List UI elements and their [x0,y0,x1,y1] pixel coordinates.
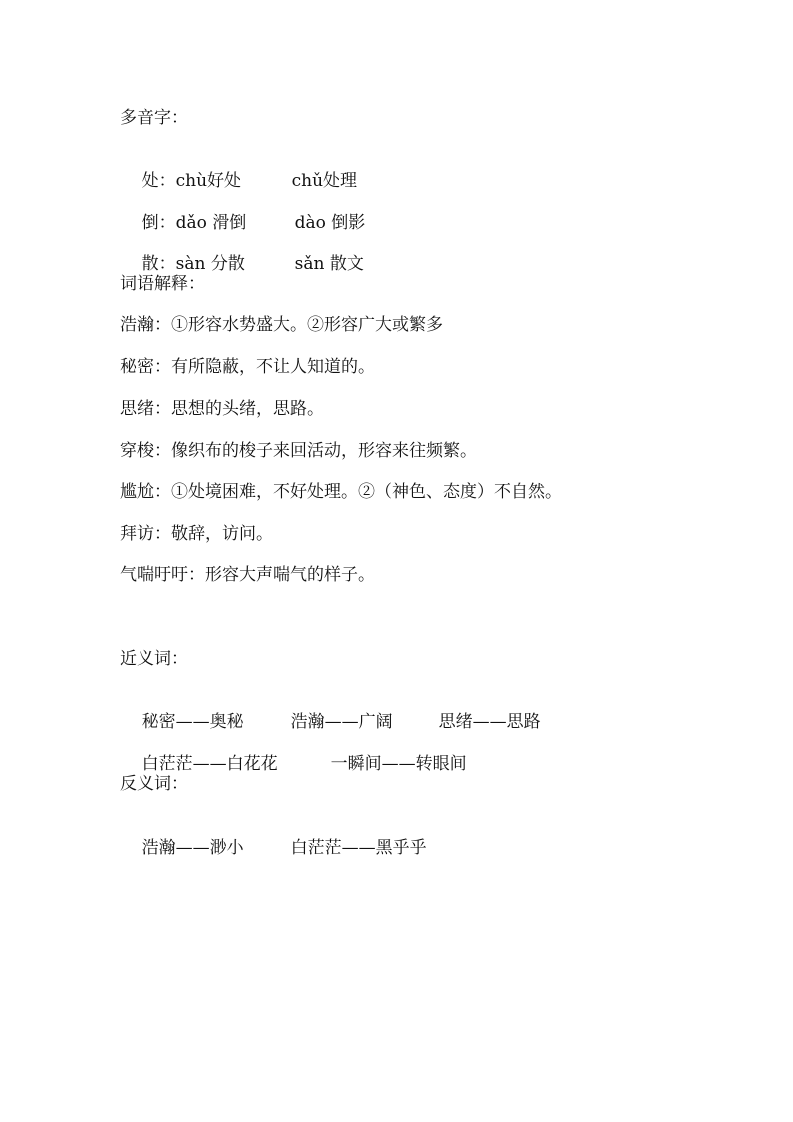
polyphone-reading: 散：sàn 分散 [141,254,245,274]
synonym-pair: 浩瀚——广阔 [290,712,393,732]
synonym-pair: 白茫茫——白花花 [141,754,278,774]
polyphone-reading: chǔ处理 [291,171,358,191]
synonym-pair: 一瞬间——转眼间 [330,754,467,774]
synonym-pair: 秘密——奥秘 [141,712,244,732]
synonyms-heading: 近义词： [120,649,188,669]
vocab-heading: 词语解释： [120,274,205,294]
polyphone-reading: sǎn 散文 [294,254,364,274]
vocab-item: 拜访：敬辞，访问。 [120,524,273,544]
antonym-pair: 白茫茫——黑乎乎 [290,838,427,858]
antonyms-heading: 反义词： [120,774,188,794]
vocab-item: 尴尬：①处境困难，不好处理。②（神色、态度）不自然。 [120,482,562,502]
vocab-item: 穿梭：像织布的梭子来回活动，形容来往频繁。 [120,441,477,461]
vocab-item: 浩瀚：①形容水势盛大。②形容广大或繁多 [120,315,443,335]
polyphone-reading: 倒：dǎo 滑倒 [141,213,247,233]
antonym-pair: 浩瀚——渺小 [141,838,244,858]
polyphone-reading: 处：chù好处 [141,171,242,191]
antonym-row [120,815,427,881]
synonym-pair: 思绪——思路 [438,712,541,732]
polyphone-reading: dào 倒影 [294,213,366,233]
polyphones-heading: 多音字： [120,108,188,128]
vocab-item: 气喘吁吁：形容大声喘气的样子。 [120,565,375,585]
vocab-item: 秘密：有所隐蔽，不让人知道的。 [120,357,375,377]
vocab-item: 思绪：思想的头绪，思路。 [120,399,324,419]
